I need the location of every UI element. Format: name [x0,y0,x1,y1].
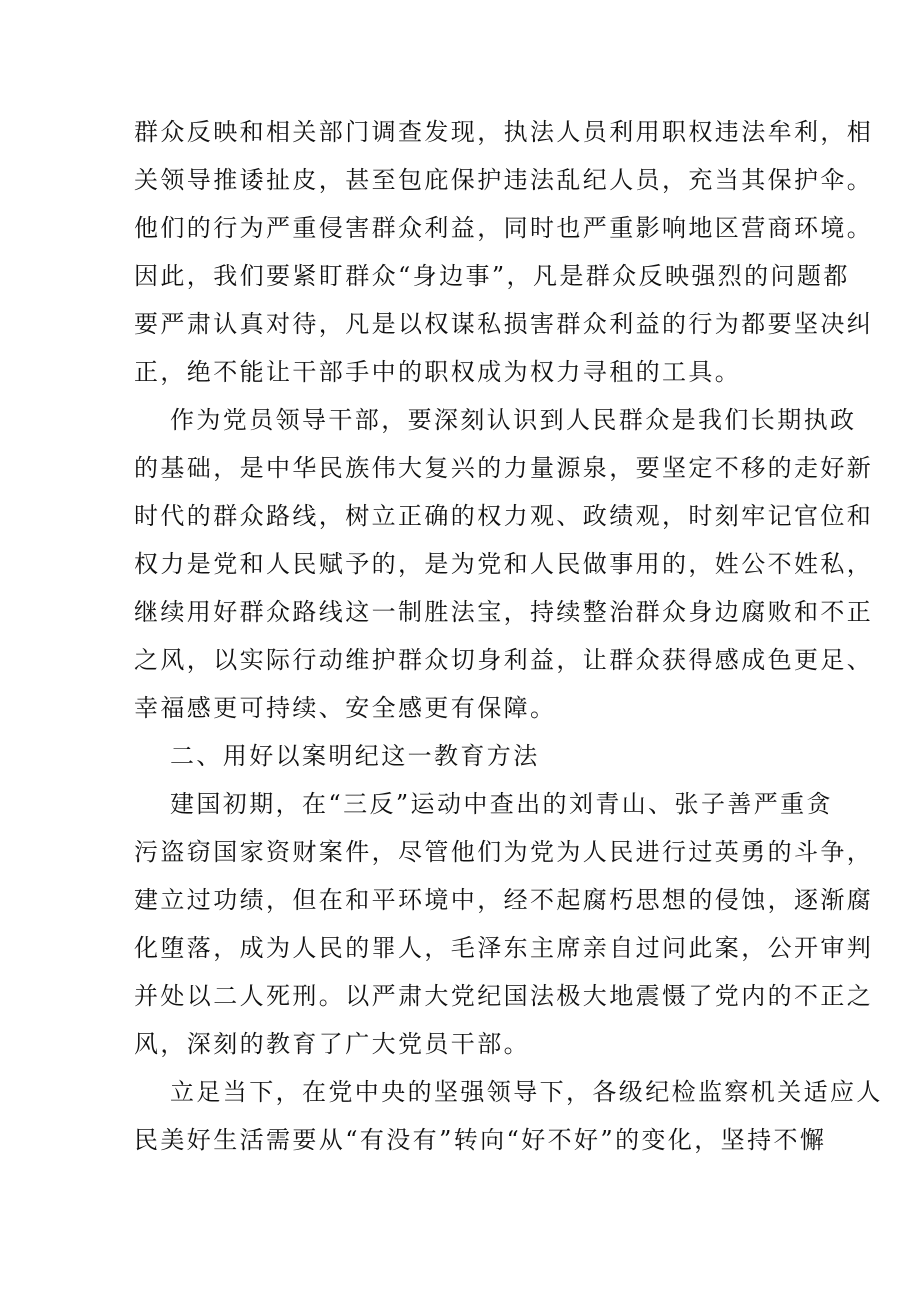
text-line-indented: 作为党员领导干部，要深刻认识到人民群众是我们长期执政 [170,406,857,434]
text-line: 化堕落，成为人民的罪人，毛泽东主席亲自过问此案，公开审判 [134,934,874,962]
text-line: 关领导推诿扯皮，甚至包庇保护违法乱纪人员，充当其保护伞。 [134,166,874,194]
text-line: 要严肃认真对待，凡是以权谋私损害群众利益的行为都要坚决纠 [134,310,874,338]
text-line: 因此，我们要紧盯群众“身边事”，凡是群众反映强烈的问题都 [134,262,850,290]
text-line: 正，绝不能让干部手中的职权成为权力寻租的工具。 [134,358,742,386]
paragraph-2 [134,396,874,732]
text-line-indented: 建国初期，在“三反”运动中查出的刘青山、张子善严重贪 [170,790,833,818]
text-line: 并处以二人死刑。以严肃大党纪国法极大地震慑了党内的不正之 [134,982,874,1010]
paragraph-3 [134,780,874,1068]
text-line: 幸福感更可持续、安全感更有保障。 [134,694,557,722]
text-line-indented: 立足当下，在党中央的坚强领导下，各级纪检监察机关适应人 [170,1078,883,1106]
text-line: 他们的行为严重侵害群众利益，同时也严重影响地区营商环境。 [134,214,874,242]
text-line: 污盗窃国家资财案件，尽管他们为党为人民进行过英勇的斗争， [134,838,874,866]
text-line: 时代的群众路线，树立正确的权力观、政绩观，时刻牢记官位和 [134,502,874,530]
text-line: 继续用好群众路线这一制胜法宝，持续整治群众身边腐败和不正 [134,598,874,626]
document-body [134,108,883,1164]
text-line: 风，深刻的教育了广大党员干部。 [134,1030,530,1058]
text-line: 民美好生活需要从“有没有”转向“好不好”的变化，坚持不懈 [134,1126,827,1154]
text-line: 建立过功绩，但在和平环境中，经不起腐朽思想的侵蚀，逐渐腐 [134,886,874,914]
text-line: 之风，以实际行动维护群众切身利益，让群众获得感成色更足、 [134,646,874,674]
text-line: 的基础，是中华民族伟大复兴的力量源泉，要坚定不移的走好新 [134,454,874,482]
text-line: 群众反映和相关部门调查发现，执法人员利用职权违法牟利，相 [134,118,874,146]
paragraph-1 [134,108,874,396]
text-line: 权力是党和人民赋予的，是为党和人民做事用的，姓公不姓私， [134,550,874,578]
paragraph-4 [134,1068,883,1164]
section-heading-text: 二、用好以案明纪这一教育方法 [170,742,540,770]
section-heading [134,732,794,780]
